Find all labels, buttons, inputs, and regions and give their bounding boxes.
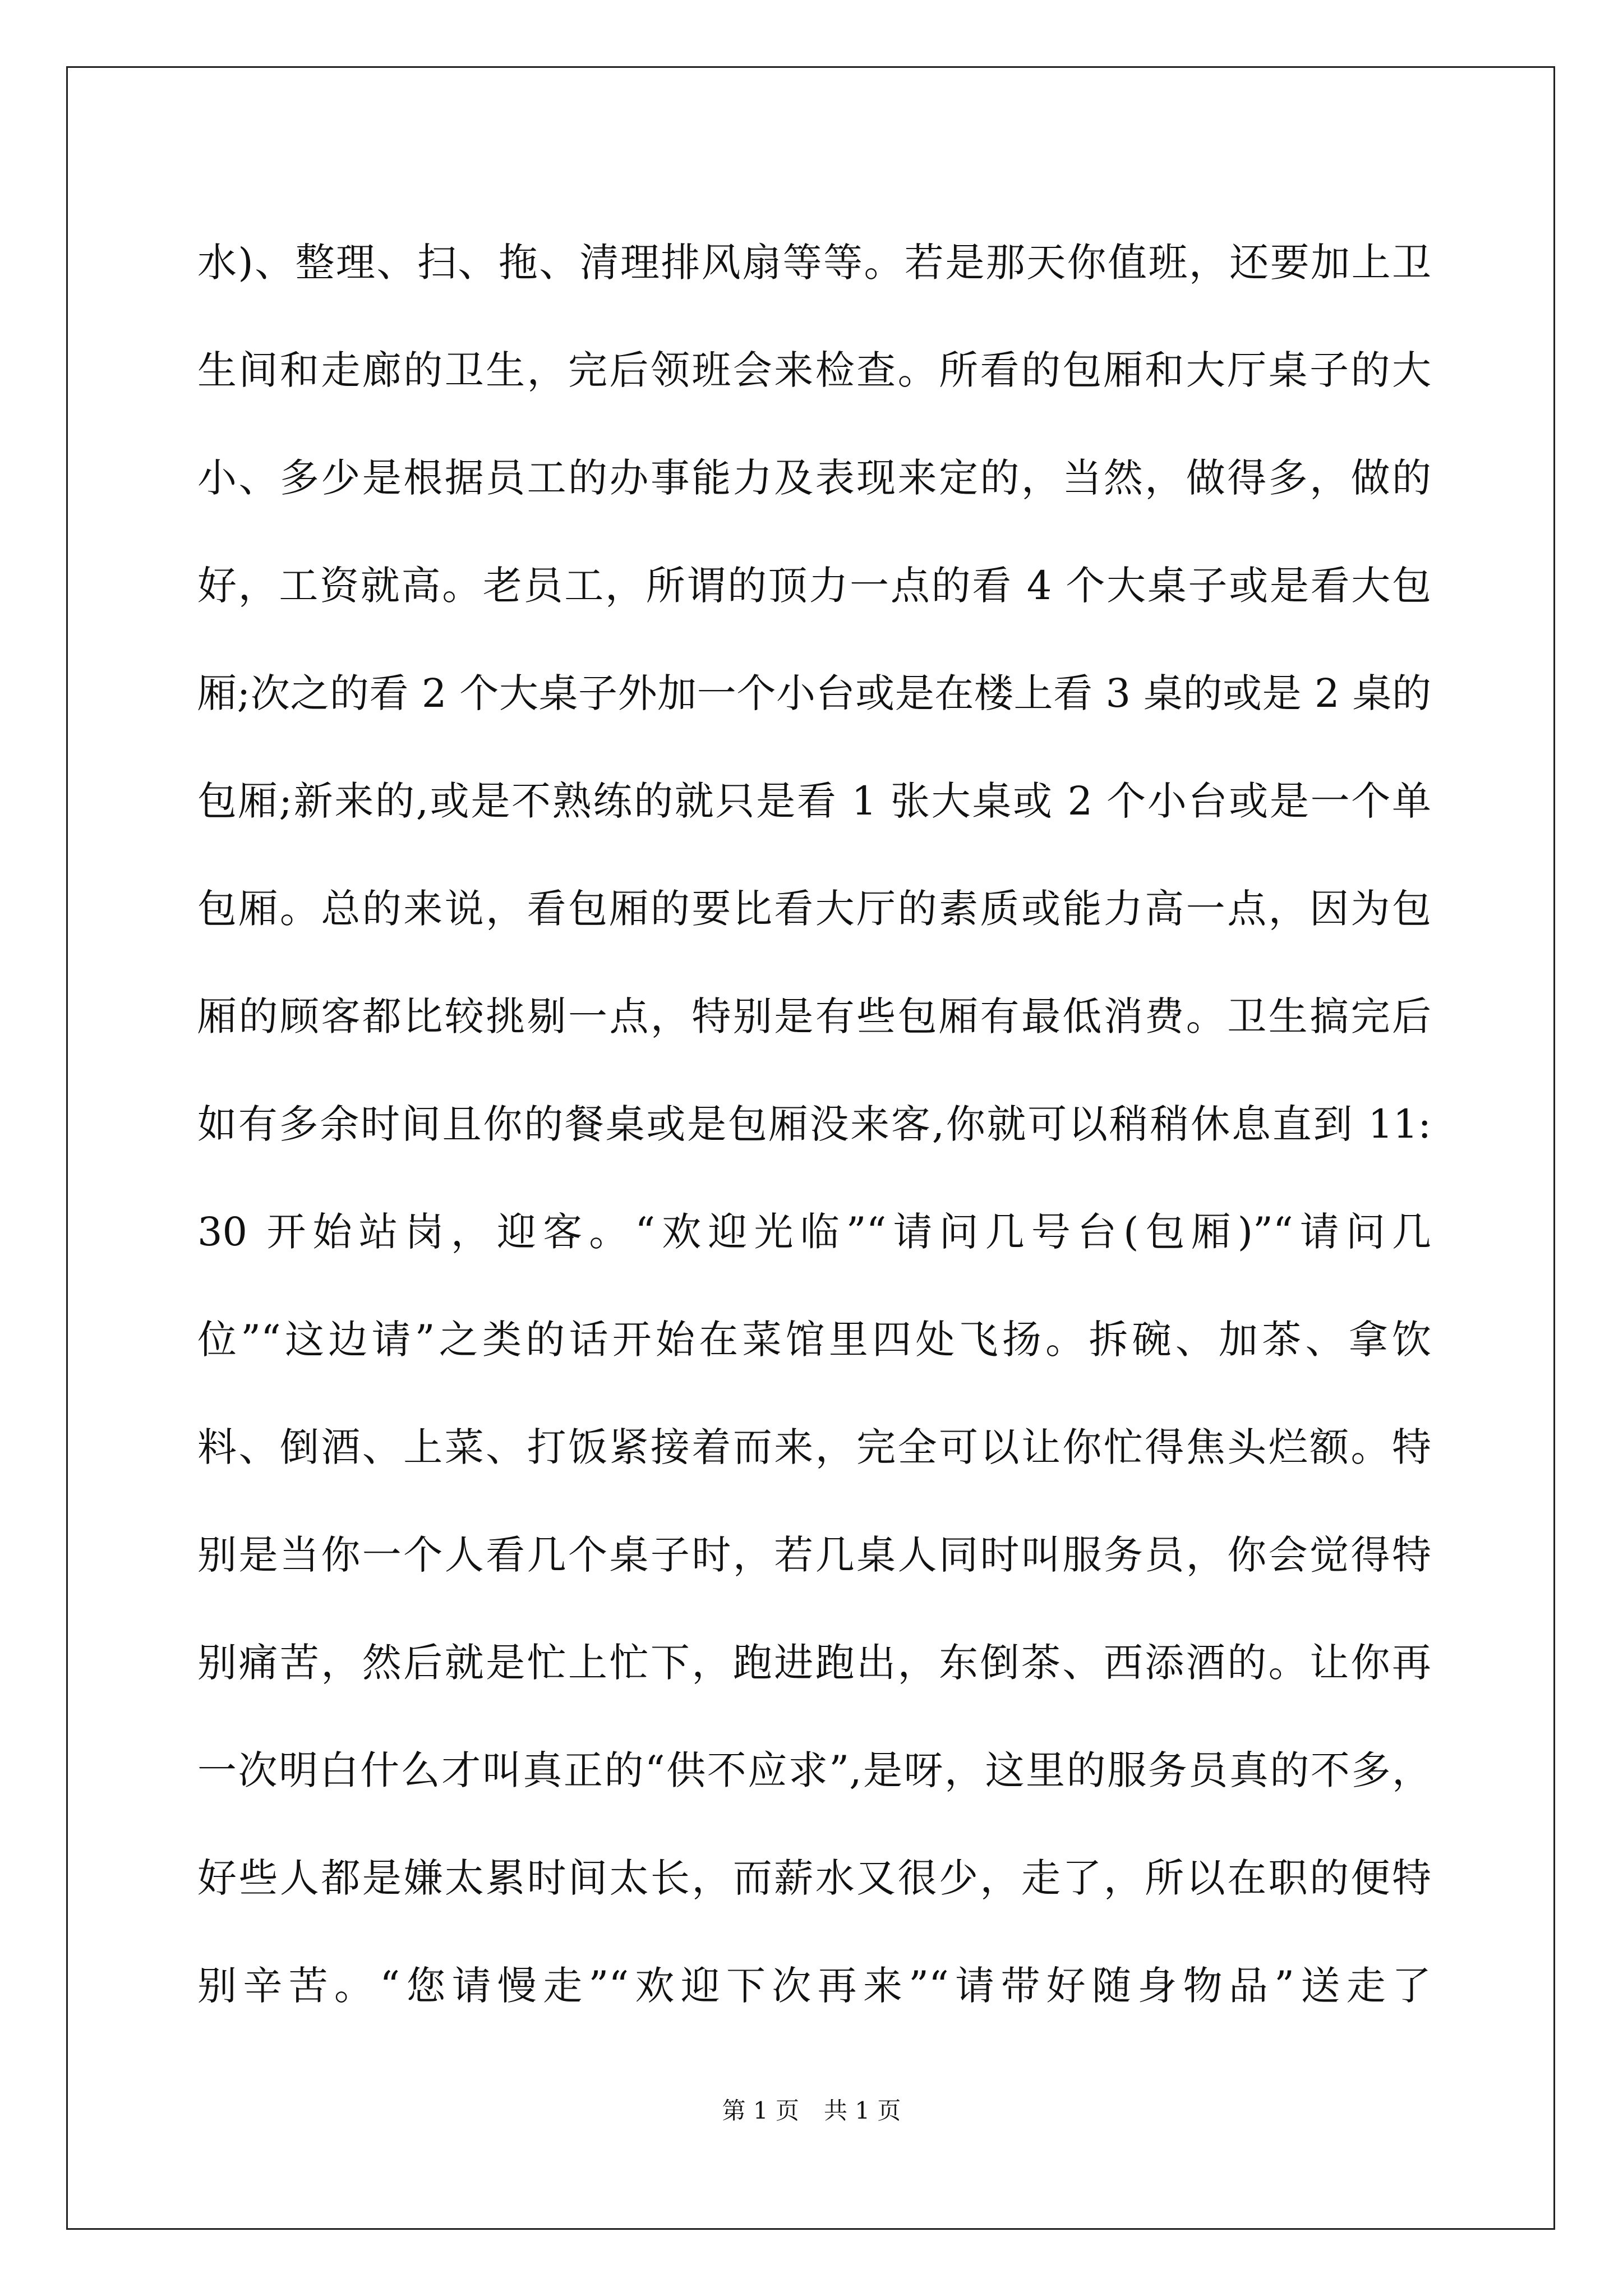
page-total: 共 1 页 xyxy=(824,2097,901,2124)
text-line: 30 开始站岗，迎客。“欢迎光临”“请问几号台(包厢)”“请问几 xyxy=(197,1209,1431,1255)
text-line: 料、倒酒、上菜、打饭紧接着而来，完全可以让你忙得焦头烂额。特 xyxy=(197,1424,1431,1470)
page-footer xyxy=(0,2094,1623,2128)
text-line: 水)、整理、扫、拖、清理排风扇等等。若是那天你值班，还要加上卫 xyxy=(197,240,1431,286)
document-body xyxy=(197,209,1431,2040)
text-line: 生间和走廊的卫生，完后领班会来检查。所看的包厢和大厅桌子的大 xyxy=(197,347,1431,393)
text-line: 别痛苦，然后就是忙上忙下，跑进跑出，东倒茶、西添酒的。让你再 xyxy=(197,1640,1431,1686)
text-line: 厢的顾客都比较挑剔一点，特别是有些包厢有最低消费。卫生搞完后 xyxy=(197,993,1431,1039)
text-line: 位”“这边请”之类的话开始在菜馆里四处飞扬。拆碗、加茶、拿饮 xyxy=(197,1317,1431,1363)
text-line: 一次明白什么才叫真正的“供不应求”,是呀，这里的服务员真的不多， xyxy=(197,1747,1431,1793)
text-line: 如有多余时间且你的餐桌或是包厢没来客,你就可以稍稍休息直到 11: xyxy=(197,1101,1431,1147)
text-line: 好，工资就高。老员工，所谓的顶力一点的看 4 个大桌子或是看大包 xyxy=(197,563,1431,609)
text-line: 别是当你一个人看几个桌子时，若几桌人同时叫服务员，你会觉得特 xyxy=(197,1532,1431,1578)
text-line: 好些人都是嫌太累时间太长，而薪水又很少，走了，所以在职的便特 xyxy=(197,1855,1431,1901)
text-line: 别辛苦。“您请慢走”“欢迎下次再来”“请带好随身物品”送走了 xyxy=(197,1963,1431,2009)
text-line: 包厢。总的来说，看包厢的要比看大厅的素质或能力高一点，因为包 xyxy=(197,886,1431,932)
text-line: 包厢;新来的,或是不熟练的就只是看 1 张大桌或 2 个小台或是一个单 xyxy=(197,778,1431,824)
page-number: 第 1 页 xyxy=(722,2097,799,2124)
text-line: 小、多少是根据员工的办事能力及表现来定的，当然，做得多，做的 xyxy=(197,455,1431,501)
text-line: 厢;次之的看 2 个大桌子外加一个小台或是在楼上看 3 桌的或是 2 桌的 xyxy=(197,670,1431,716)
